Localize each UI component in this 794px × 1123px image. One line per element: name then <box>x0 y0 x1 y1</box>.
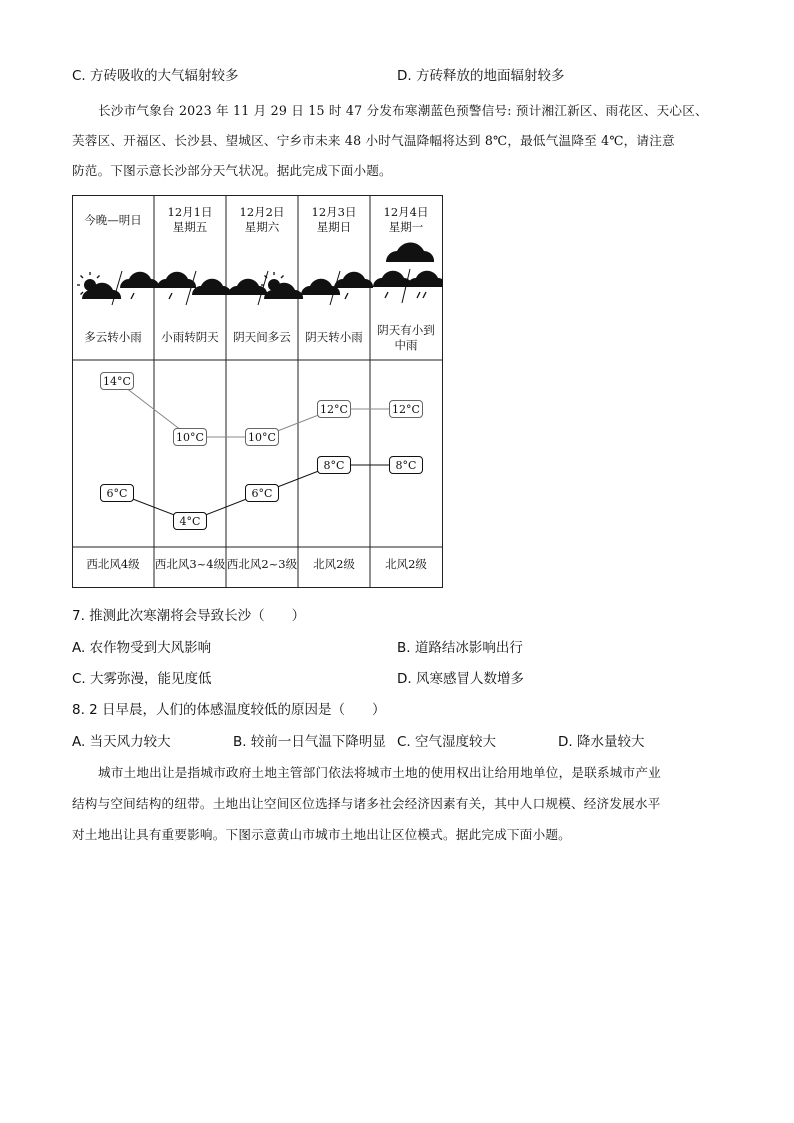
day-label-1: 12月1日 <box>167 205 213 219</box>
q8-stem: 8. 2 日早晨，人们的体感温度较低的原因是（ ） <box>72 702 386 718</box>
day-weekday-1: 星期五 <box>172 220 208 234</box>
weather-desc-1: 小雨转阴天 <box>161 330 219 344</box>
intro1-line-3: 防范。下图示意长沙部分天气状况。据此完成下面小题。 <box>72 163 392 178</box>
high-temp-0: 14°C <box>100 372 134 390</box>
light-rain-icon <box>157 272 196 299</box>
weather-desc-2: 阴天间多云 <box>233 330 291 344</box>
q7-option-a: A. 农作物受到大风影响 <box>72 640 212 656</box>
partly-cloudy-icon <box>261 272 303 299</box>
high-temp-4: 12°C <box>389 400 423 418</box>
intro1-line-1: 长沙市气象台 2023 年 11 月 29 日 15 时 47 分发布寒潮蓝色预警信号: 预计湘江新区、雨花区、天心区、 <box>98 103 708 118</box>
q8-option-c: C. 空气湿度较大 <box>397 734 497 750</box>
day-label-2: 12月2日 <box>239 205 285 219</box>
intro2-line-2: 结构与空间结构的纽带。土地出让空间区位选择与诸多社会经济因素有关，其中人口规模、经济发展水平 <box>72 796 661 811</box>
intro2-line-3: 对土地出让具有重要影响。下图示意黄山市城市土地出让区位模式。据此完成下面小题。 <box>72 827 571 842</box>
day-label-0: 今晚—明日 <box>84 213 142 227</box>
high-temp-3: 12°C <box>317 400 351 418</box>
day-weekday-4: 星期一 <box>388 220 424 234</box>
q8-option-a: A. 当天风力较大 <box>72 734 171 750</box>
high-temp-2: 10°C <box>245 428 279 446</box>
low-temp-4: 8°C <box>389 456 423 474</box>
weather-desc-4b: 中雨 <box>394 338 418 352</box>
prev-option-c: C. 方砖吸收的大气辐射较多 <box>72 68 239 84</box>
low-temp-0: 6°C <box>100 484 134 502</box>
weather-desc-0: 多云转小雨 <box>84 330 142 344</box>
day-weekday-2: 星期六 <box>244 220 280 234</box>
q7-option-c: C. 大雾弥漫，能见度低 <box>72 671 212 687</box>
day-label-3: 12月3日 <box>311 205 357 219</box>
wind-4: 北风2级 <box>385 557 427 571</box>
day-label-4: 12月4日 <box>383 205 429 219</box>
overcast-icon <box>386 243 434 262</box>
q8-option-d: D. 降水量较大 <box>558 734 645 750</box>
weather-desc-4a: 阴天有小到 <box>377 323 435 337</box>
intro2-line-1: 城市土地出让是指城市政府土地主管部门依法将城市土地的使用权出让给用地单位，是联系城市产业 <box>98 765 661 780</box>
overcast-icon <box>192 279 231 295</box>
wind-2: 西北风2~3级 <box>226 557 298 571</box>
low-temp-1: 4°C <box>173 512 207 530</box>
wind-0: 西北风4级 <box>86 557 140 571</box>
high-temp-1: 10°C <box>173 428 207 446</box>
weather-forecast-figure <box>72 195 443 588</box>
wind-1: 西北风3~4级 <box>154 557 226 571</box>
day-weekday-3: 星期日 <box>316 220 352 234</box>
wind-3: 北风2级 <box>313 557 355 571</box>
weather-desc-3: 阴天转小雨 <box>305 330 363 344</box>
q8-option-b: B. 较前一日气温下降明显 <box>233 734 386 750</box>
q7-stem: 7. 推测此次寒潮将会导致长沙（ ） <box>72 608 306 624</box>
low-temp-2: 6°C <box>245 484 279 502</box>
prev-option-d: D. 方砖释放的地面辐射较多 <box>397 68 565 84</box>
q7-option-b: B. 道路结冰影响出行 <box>397 640 523 656</box>
forecast-grid <box>72 195 443 588</box>
low-temp-3: 8°C <box>317 456 351 474</box>
q7-option-d: D. 风寒感冒人数增多 <box>397 671 524 687</box>
intro1-line-2: 芙蓉区、开福区、长沙县、望城区、宁乡市未来 48 小时气温降幅将达到 8℃，最低气温降至 4℃，请注意 <box>72 133 675 148</box>
moderate-rain-icon <box>407 271 443 298</box>
light-rain-icon <box>120 272 159 299</box>
